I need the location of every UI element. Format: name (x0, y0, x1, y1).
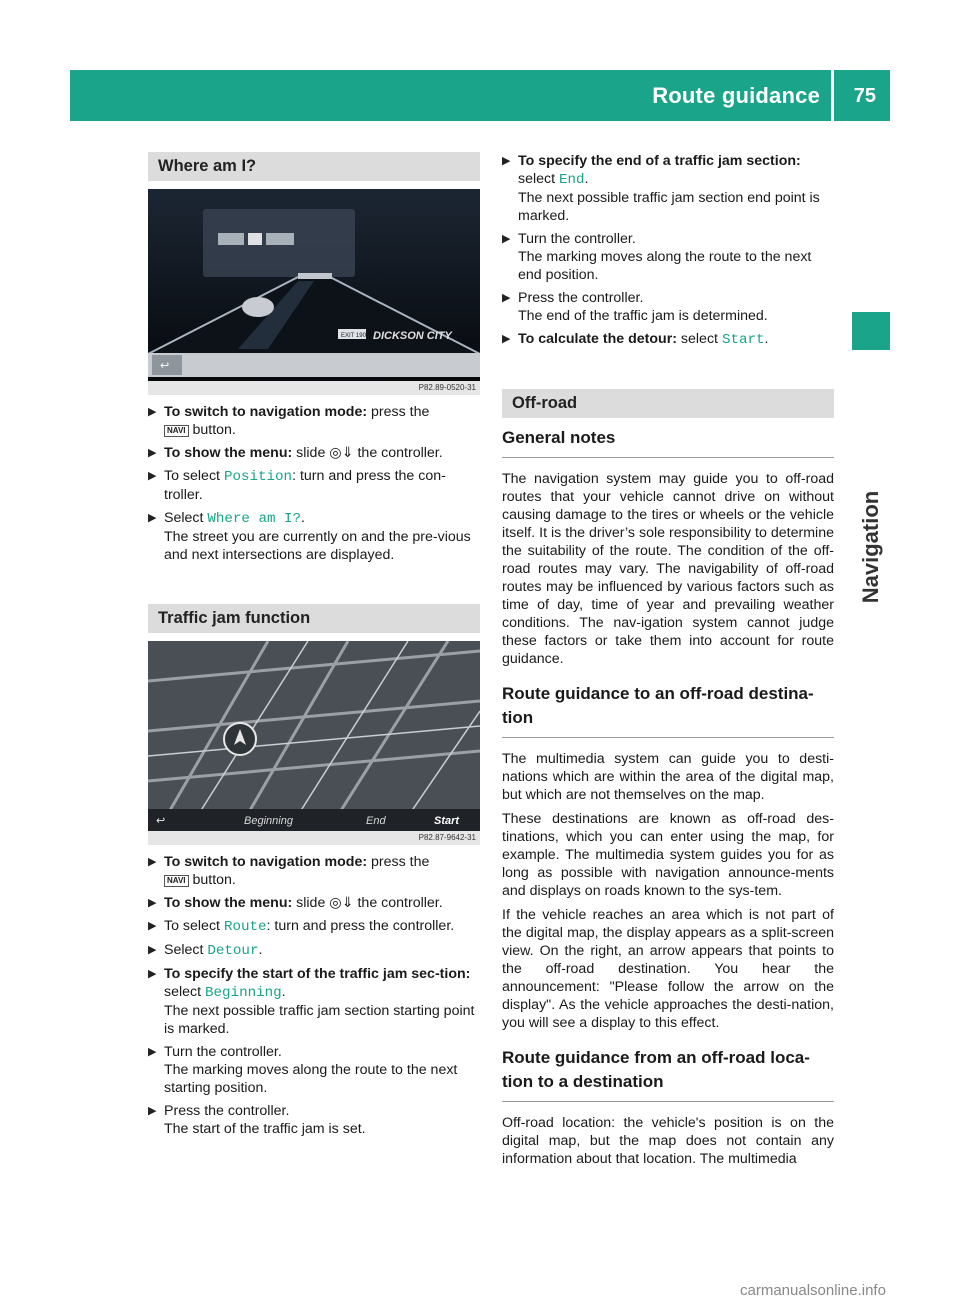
step (148, 894, 480, 912)
step-bold: To show the menu: (164, 895, 293, 911)
menu-item-where-am-i: Where am I? (207, 511, 302, 527)
step-text: button. (188, 872, 236, 888)
step-text: . (764, 331, 769, 347)
step-text: . (281, 984, 286, 1000)
step-text: slide ◎⇓ the controller. (292, 445, 443, 461)
step (148, 853, 480, 889)
step-text: To select (164, 468, 224, 484)
paragraph: These destinations are known as off-road des-tinations, which you can enter using the map, for example. The multimedia system guides you for as long as possible with navigation announce-ments and displays on roads known to the sys-tem. (502, 811, 834, 899)
step-text: select (676, 331, 722, 347)
step-text: press the (367, 404, 430, 420)
figure-caption: P82.89-0520-31 (148, 381, 480, 395)
step-arrow-icon: ▶ (148, 968, 157, 980)
steps-traffic-jam (148, 853, 480, 1138)
header-title: Route guidance (652, 83, 820, 108)
step-arrow-icon: ▶ (148, 1046, 157, 1058)
step-text: Press the controller. (518, 290, 644, 306)
step-text: . (301, 510, 305, 526)
step (502, 330, 834, 349)
back-arrow-icon[interactable]: ↩ (160, 359, 170, 372)
step (148, 1102, 480, 1138)
step-text: select (518, 171, 560, 187)
step-result: The next possible traffic jam section starting point is marked. (164, 1003, 475, 1037)
page-header (70, 70, 890, 121)
step (502, 289, 834, 325)
step-result: The next possible traffic jam section end point is marked. (518, 190, 820, 224)
navi-key-icon: NAVI (164, 875, 189, 887)
section-heading-where-am-i: Where am I? (148, 152, 480, 181)
step (148, 467, 480, 504)
step-arrow-icon: ▶ (148, 944, 157, 956)
page-number: 75 (853, 85, 876, 107)
step-arrow-icon: ▶ (148, 920, 157, 932)
back-arrow-icon[interactable]: ↩ (156, 814, 166, 827)
step-arrow-icon: ▶ (148, 512, 157, 524)
chapter-tab-label: Navigation (858, 490, 883, 604)
figure-caption: P82.87-9642-31 (148, 831, 480, 845)
step-text: To select (164, 918, 224, 934)
menu-item-route: Route (223, 919, 267, 935)
map-illustration (148, 641, 480, 831)
chapter-tab (851, 472, 891, 622)
step-text: press the (367, 854, 430, 870)
watermark: carmanualsonline.info (740, 1282, 886, 1299)
step-arrow-icon: ▶ (148, 1105, 157, 1117)
step-text: . (584, 171, 589, 187)
paragraph: If the vehicle reaches an area which is not part of the digital map, the display appears as a split-screen view. On the right, an arrow appears that points to the off-road destination. You hear the announcement: "Please follow the arrow on the display". As the vehicle approaches the desti-nation, you will see a display to this effect. (502, 907, 834, 1031)
step (502, 230, 834, 284)
step-arrow-icon: ▶ (148, 897, 157, 909)
menu-item-beginning: Beginning (205, 985, 282, 1001)
screen-traffic-map (148, 641, 480, 831)
menu-item-start: Start (721, 332, 765, 348)
subheading-from-offroad: Route guidance from an off-road loca-tion to a destination (502, 1046, 834, 1102)
step-result: The marking moves along the route to the next end position. (518, 249, 812, 283)
menu-item-end: End (559, 172, 585, 188)
menu-item-position: Position (223, 469, 293, 485)
button-start[interactable]: Start (434, 815, 460, 827)
step (148, 941, 480, 960)
step (148, 509, 480, 564)
step (148, 1043, 480, 1097)
step (148, 403, 480, 439)
step-bold: To specify the start of the traffic jam sec-tion: (164, 966, 471, 982)
step-bold: To show the menu: (164, 445, 293, 461)
figure-where-am-i (148, 189, 480, 395)
step-arrow-icon: ▶ (148, 406, 157, 418)
step-result: The end of the traffic jam is determined. (518, 308, 768, 324)
menu-item-detour: Detour (207, 943, 259, 959)
button-end[interactable]: End (366, 815, 386, 827)
step-arrow-icon: ▶ (502, 292, 511, 304)
paragraph: The navigation system may guide you to off-road routes that your vehicle cannot drive on without causing damage to the tires or wheels or the vehicle itself. It is the driver’s sole responsibility to determine the suitability of the route. The condition of the off-road routes may vary. The navigability of off-road routes may be influenced by various factors such as time of day, time of year and prevailing weather conditions. The nav-igation system cannot judge these factors or take them into account for route guidance. (502, 471, 834, 667)
step-result: The marking moves along the route to the next starting position. (164, 1062, 458, 1096)
step-text: Select (164, 510, 208, 526)
screen-city-label: DICKSON CITY (373, 330, 452, 342)
step-bold: To specify the end of a traffic jam section: (518, 153, 801, 169)
chapter-tab-marker (852, 312, 890, 350)
step (148, 965, 480, 1038)
step-arrow-icon: ▶ (502, 233, 511, 245)
step-text: Select (164, 942, 208, 958)
step-text: . (258, 942, 263, 958)
step-bold: To calculate the detour: (518, 331, 677, 347)
step (502, 152, 834, 225)
road-illustration (148, 189, 480, 381)
right-column (502, 152, 834, 1174)
step-text: slide ◎⇓ the controller. (292, 895, 443, 911)
paragraph: The multimedia system can guide you to desti-nations which are within the area of the digital map, but which are not themselves on the map. (502, 751, 834, 803)
step-result: The street you are currently on and the pre-vious and next intersections are displayed. (164, 529, 471, 563)
left-column (148, 152, 480, 1143)
button-beginning[interactable]: Beginning (244, 815, 293, 827)
navi-key-icon: NAVI (164, 425, 189, 437)
step-text: select (164, 984, 206, 1000)
step-text: Turn the controller. (164, 1044, 282, 1060)
section-heading-traffic-jam: Traffic jam function (148, 604, 480, 633)
subheading-to-offroad: Route guidance to an off-road destina-tion (502, 682, 834, 738)
step-arrow-icon: ▶ (502, 155, 511, 167)
step-bold: To switch to navigation mode: (164, 404, 368, 420)
step (148, 444, 480, 462)
figure-traffic-jam (148, 641, 480, 845)
paragraph: Off-road location: the vehicle's position is on the digital map, but the map does not contain any information about that location. The multimedia (502, 1115, 834, 1167)
header-separator (831, 70, 834, 121)
step-arrow-icon: ▶ (148, 447, 157, 459)
step-result: The start of the traffic jam is set. (164, 1121, 366, 1137)
step-text: Press the controller. (164, 1103, 290, 1119)
steps-traffic-jam-continued (502, 152, 834, 349)
step-text: Turn the controller. (518, 231, 636, 247)
step-arrow-icon: ▶ (148, 470, 157, 482)
screen-exit-label: EXIT 190 (341, 333, 366, 339)
steps-where-am-i (148, 403, 480, 564)
step-arrow-icon: ▶ (148, 856, 157, 868)
step-text: : turn and press the controller. (266, 918, 455, 934)
subheading-general-notes: General notes (502, 426, 834, 458)
step-arrow-icon: ▶ (502, 333, 511, 345)
step-text: : turn and press the con-troller. (164, 468, 446, 503)
section-heading-off-road: Off-road (502, 389, 834, 418)
screen-where-am-i (148, 189, 480, 381)
step-bold: To switch to navigation mode: (164, 854, 368, 870)
step-text: button. (188, 422, 236, 438)
step (148, 917, 480, 936)
